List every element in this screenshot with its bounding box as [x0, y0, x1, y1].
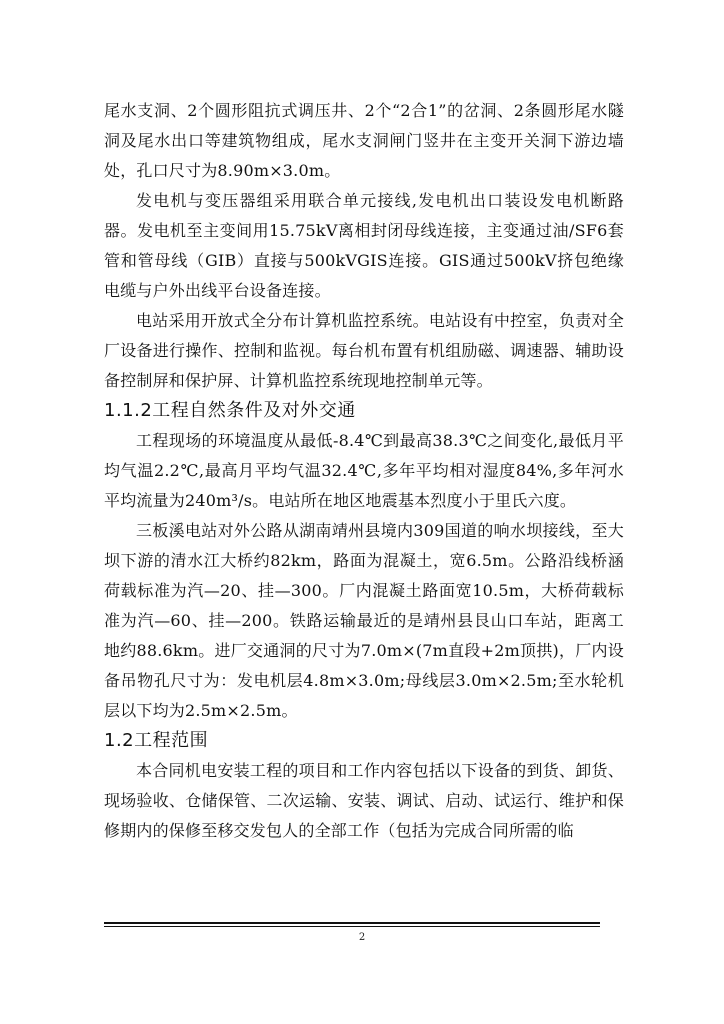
- page-number: 2: [358, 932, 366, 943]
- body-paragraph-continuation: 尾水支洞、2个圆形阻抗式调压井、2个“2合1”的岔洞、2条圆形尾水隧洞及尾水出口等建筑物组成，尾水支洞闸门竖井在主变开关洞下游边墙处，孔口尺寸为8.90m×3.0m。: [104, 101, 624, 180]
- footer-divider-thin: [104, 926, 600, 927]
- footer-divider-thick: [104, 922, 600, 924]
- body-paragraph-climate: 工程现场的环境温度从最低-8.4℃到最高38.3℃之间变化,最低月平均气温2.2℃,最高月平均气温32.4℃,多年平均相对湿度84%,多年河水平均流量为240m³/s。电站所在地区地震基本烈度小于里氏六度。: [104, 431, 624, 510]
- section-heading-natural-conditions: 1.1.2工程自然条件及对外交通: [104, 400, 356, 421]
- document-body: [104, 96, 624, 846]
- body-paragraph-transport: 三板溪电站对外公路从湖南靖州县境内309国道的响水坝接线，至大坝下游的清水江大桥约82km，路面为混凝土，宽6.5m。公路沿线桥涵荷载标准为汽—20、挂—300。厂内混凝土路面宽10.5m，大桥荷载标准为汽—60、挂—200。铁路运输最近的是靖州县艮山口车站，距离工地约88.6km。进厂交通洞的尺寸为7.0m×(7m直段+2m顶拱)，厂内设备吊物孔尺寸为：发电机层4.8m×3.0m;母线层3.0m×2.5m;至水轮机层以下均为2.5m×2.5m。: [104, 521, 624, 720]
- body-paragraph-generator-wiring: 发电机与变压器组采用联合单元接线,发电机出口装设发电机断路器。发电机至主变间用15.75kV离相封闭母线连接，主变通过油/SF6套管和管母线（GIB）直接与500kVGIS连接。GIS通过500kV挤包绝缘电缆与户外出线平台设备连接。: [104, 191, 624, 300]
- body-paragraph-monitoring-system: 电站采用开放式全分布计算机监控系统。电站设有中控室，负责对全厂设备进行操作、控制和监视。每台机布置有机组励磁、调速器、辅助设备控制屏和保护屏、计算机监控系统现地控制单元等。: [104, 311, 624, 390]
- body-paragraph-scope: 本合同机电安装工程的项目和工作内容包括以下设备的到货、卸货、现场验收、仓储保管、二次运输、安装、调试、启动、试运行、维护和保修期内的保修至移交发包人的全部工作（包括为完成合同所需的临: [104, 761, 624, 840]
- section-heading-project-scope: 1.2工程范围: [104, 730, 209, 751]
